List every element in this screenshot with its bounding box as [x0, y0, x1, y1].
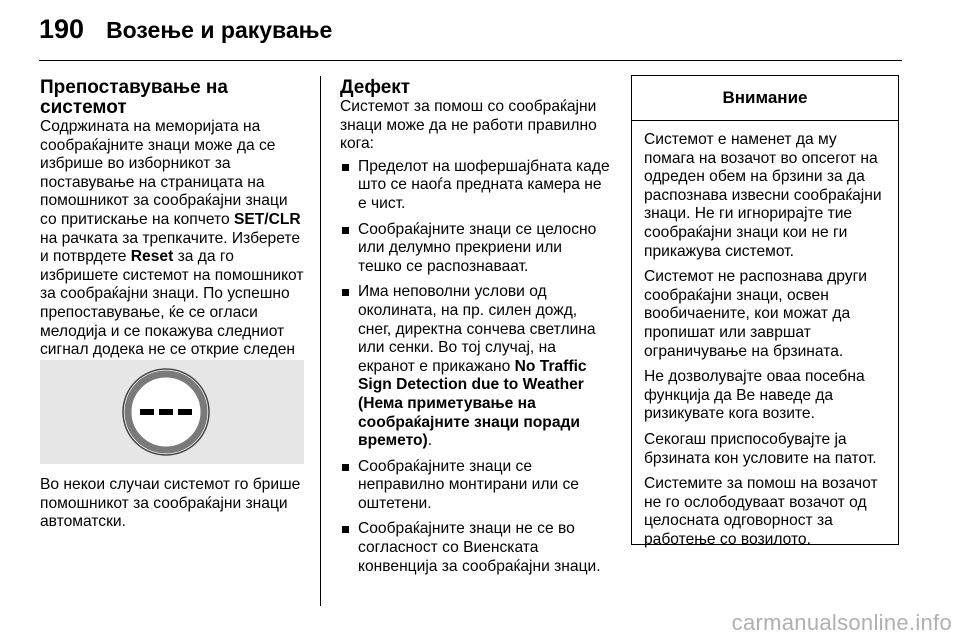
warning-title: Внимание: [632, 76, 898, 121]
warning-paragraph: Системот е наменет да му помага на возачот во опсегот на одреден обем на брзини за да распознава извесни сообраќајни знаци. Не ги игнорирајте тие сообраќајни знаци кои не ги прикажува системот.: [644, 131, 882, 260]
middle-column: [340, 78, 610, 583]
warning-box: [631, 75, 899, 548]
list-item-text: Сообраќајните знаци не се во согласност со Виенската конвенција за сообраќајни знаци.: [358, 520, 601, 575]
fault-list: [340, 158, 610, 576]
warning-paragraph: Системот не распознава други сообраќајни знаци, освен вообичаените, кои можат да пропишат или завршат ограничување на брзината.: [644, 268, 867, 360]
traffic-sign-illustration: [40, 360, 304, 464]
list-item: [340, 221, 610, 277]
section-heading-reset: Препоставување на системот: [40, 77, 228, 118]
warning-paragraph: Не дозволувајте оваа посебна функција да Ве наведе да ризикувате кога возите.: [644, 368, 865, 423]
header-divider: [39, 60, 902, 61]
list-item-text: Сообраќајните знаци се целосно или делумно прекриени или тешко се распознаваат.: [358, 220, 597, 275]
auto-delete-paragraph: Во некои случаи системот го брише помошникот за сообраќајни знаци автоматски.: [40, 476, 301, 531]
setclr-button-label: SET/CLR: [233, 210, 301, 228]
list-item: [340, 520, 610, 576]
list-item: [340, 283, 610, 450]
bullet-icon: [342, 164, 349, 171]
warning-paragraph: Системите за помош на возачот не го ослободуваат возачот од целосната одговорност за работење со возилото.: [644, 475, 878, 548]
list-item-text: Има неповолни услови од околината, на пр. силен дожд, снег, директна сончева светлина или сенки. Во тој случај, на екранот е прикажано: [358, 283, 596, 375]
fault-intro: Системот за помош со сообраќајни знаци може да не работи правилно кога:: [340, 98, 597, 153]
list-item: [340, 158, 610, 214]
bullet-icon: [342, 526, 349, 533]
text-run: за да го избришете системот на помошникот за сообраќајни знаци. По успешно препоставување, ќе се огласи мелодија и се покажува следниот сигнал додека не се открие следен: [40, 248, 304, 359]
column-divider: [320, 76, 321, 606]
warning-body: [632, 121, 898, 549]
warning-paragraph: Секогаш приспособувајте ја брзината кон условите на патот.: [644, 430, 877, 467]
watermark: carmanualsonline.info: [731, 610, 952, 635]
display-message: No Traffic Sign Detection due to Weather (Нема приметување на сообраќајните знаци поради времето): [358, 357, 587, 450]
no-sign-detected-icon: [40, 360, 304, 464]
reset-paragraph: [40, 118, 308, 378]
bullet-icon: [342, 464, 349, 471]
left-column: [40, 78, 308, 378]
list-item-text: Пределот на шофершајбната каде што се наоѓа предната камера не е чист.: [358, 157, 610, 212]
bullet-icon: [342, 289, 349, 296]
bullet-icon: [342, 227, 349, 234]
text-run: на рачката за трепкачите. Изберете и потврдете: [40, 229, 301, 266]
reset-option-label: Reset: [130, 248, 174, 266]
text-run: Содржината на меморијата на сообраќајните знаци може да се избрише во изборникот за поставување на страницата на помошникот за сообраќајни знаци со притискање на копчето: [40, 118, 288, 228]
list-item-text: .: [427, 432, 433, 450]
list-item: [340, 458, 610, 514]
page-title: Возење и ракување: [106, 17, 333, 43]
section-heading-fault: Дефект: [340, 77, 411, 98]
list-item-text: Сообраќајните знаци се неправилно монтирани или се оштетени.: [358, 457, 579, 512]
page-header: [39, 14, 332, 54]
page-number: 190: [39, 14, 85, 44]
